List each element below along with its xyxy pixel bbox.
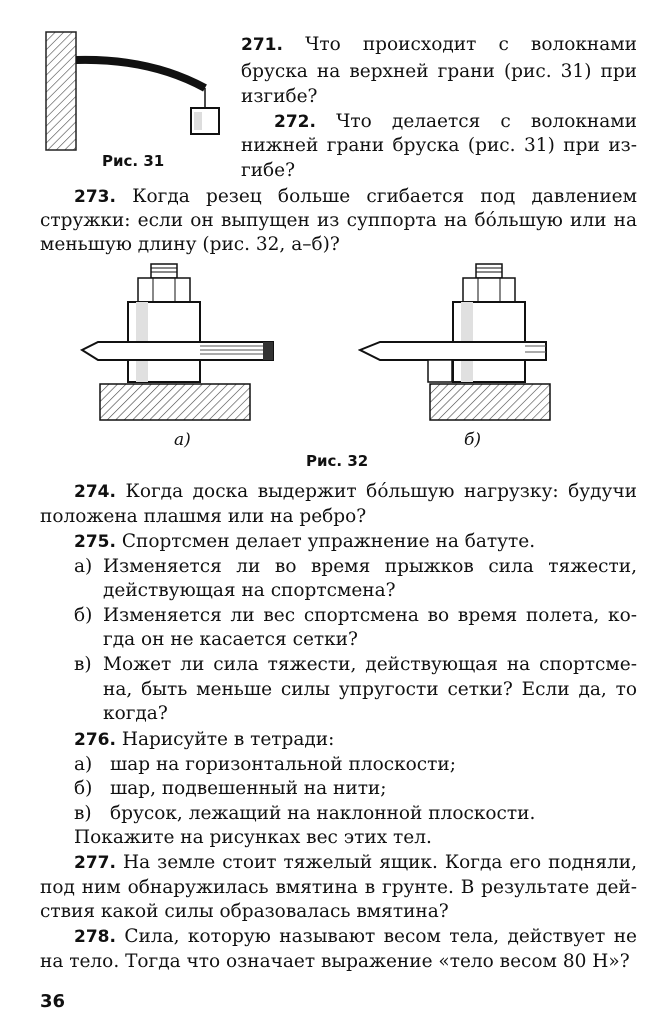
q277-line1: 277. На земле стоит тяжелый ящик. Когда его подняли, [74,852,637,873]
figure-32b-cutter-short [358,262,568,427]
q275-item-b-line2: гда он не касается сетки? [103,629,358,650]
q276-item-c-mark: в) [74,803,92,824]
q274-line2: положена плашмя или на ребро? [40,506,367,527]
q276-item-c-text: брусок, лежащий на наклонной плоскости. [110,803,536,824]
q278-line1: 278. Сила, которую называют весом тела, действует не [74,926,637,947]
q275-item-b-mark: б) [74,605,93,626]
figure-31-bent-bar [40,30,230,160]
q275-item-a-line1: Изменяется ли во время прыжков сила тяжести, [103,556,637,577]
q278-line2: на тело. Тогда что означает выражение «тело весом 80 Н»? [40,951,630,972]
figure-32a-cutter-long [78,262,288,427]
q276-item-b-mark: б) [74,778,93,799]
q276-item-a-mark: а) [74,754,93,775]
q275-item-a-line2: действующая на спортсмена? [103,580,396,601]
q276-line1: 276. Нарисуйте в тетради: [74,729,335,750]
figure-32b-label: б) [464,430,482,450]
q275-line1: 275. Спортсмен делает упражнение на батуте. [74,531,536,552]
figure-32a-label: а) [174,430,191,450]
q276-item-a-text: шар на горизонтальной плоскости; [110,754,456,775]
q276-number: 276. [74,730,116,750]
q271-line1: 271. Что происходит с волокнами [241,34,637,55]
q275-item-c-line3: когда? [103,703,168,724]
q273-line1: 273. Когда резец больше сгибается под давлением [74,186,637,207]
q278-number: 278. [74,927,116,947]
q276-tail: Покажите на рисунках вес этих тел. [74,827,432,848]
q272-line3: гибе? [241,160,296,181]
q273-line3: меньшую длину (рис. 32, а–б)? [40,234,340,255]
q275-item-c-line2: на, быть меньше силы упругости сетки? Если да, то [103,679,637,700]
q275-item-b-line1: Изменяется ли вес спортсмена во время полета, ко- [103,605,637,626]
page-number: 36 [40,991,66,1012]
figure-31-caption: Рис. 31 [102,152,165,170]
q273-number: 273. [74,187,116,207]
q271-line2: бруска на верхней грани (рис. 31) при [241,61,637,82]
q276-item-b-text: шар, подвешенный на нити; [110,778,387,799]
q275-item-a-mark: а) [74,556,93,577]
q271-line3: изгибе? [241,86,318,107]
q277-line3: ствия какой силы образовалась вмятина? [40,901,449,922]
figure-32-caption: Рис. 32 [306,452,369,470]
q277-line2: под ним обнаружилась вмятина в грунте. В результате дей- [40,877,637,898]
q272-line2: нижней грани бруска (рис. 31) при из- [241,135,637,156]
q277-number: 277. [74,853,116,873]
q274-line1: 274. Когда доска выдержит бо́льшую нагрузку: будучи [74,481,638,502]
q272-number: 272. [274,112,316,132]
q271-number: 271. [241,35,283,55]
q272-line1: 272. Что делается с волокнами [274,111,637,132]
q275-number: 275. [74,532,116,552]
q274-number: 274. [74,482,116,502]
q275-item-c-line1: Может ли сила тяжести, действующая на спортсме- [103,654,637,675]
q275-item-c-mark: в) [74,654,92,675]
q273-line2: стружки: если он выпущен из суппорта на бо́льшую или на [40,210,637,231]
